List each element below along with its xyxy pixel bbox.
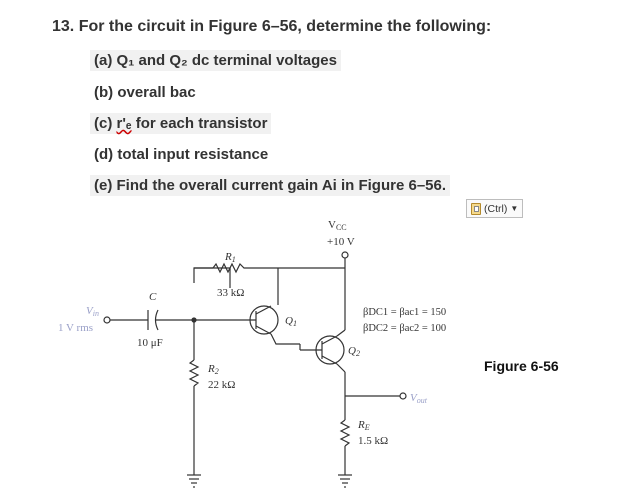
vcc-subscript: CC	[335, 223, 347, 232]
vcc-value: +10 V	[327, 236, 355, 248]
svg-text:Vout	[410, 392, 428, 405]
part-a: (a) Q₁ and Q₂ dc terminal voltages	[90, 50, 341, 71]
r1-label: R	[225, 251, 232, 263]
r1-value: 33 kΩ	[217, 287, 245, 299]
re-resistor	[341, 420, 349, 446]
vcc-label: V	[328, 219, 336, 231]
svg-text:R1	[224, 251, 236, 264]
beta1-text: βDC1 = βac1 = 150	[363, 307, 447, 318]
vin-terminal	[104, 317, 110, 323]
vout-terminal	[400, 393, 406, 399]
q1-label: Q	[285, 315, 293, 327]
vin-label: V	[86, 305, 93, 317]
vcc-terminal	[342, 252, 348, 258]
r2-value: 22 kΩ	[208, 379, 236, 391]
q2-label: Q	[348, 345, 356, 357]
re-label: R	[358, 419, 365, 431]
part-c-suffix: for each transistor	[131, 115, 268, 132]
q1-subscript: 1	[292, 319, 297, 328]
capacitor-value: 10 μF	[137, 337, 163, 349]
part-c-symbol: r'ₑ	[116, 115, 132, 132]
vin-subscript: in	[92, 309, 99, 318]
r2-subscript: 2	[214, 367, 219, 376]
vin-value: 1 V rms	[58, 322, 94, 334]
svg-text:R2	[207, 363, 219, 376]
svg-text:Q1	[285, 315, 297, 328]
vout-label: V	[410, 392, 417, 404]
re-subscript: E	[364, 423, 370, 432]
re-value: 1.5 kΩ	[358, 435, 389, 447]
part-b: (b) overall bac	[94, 84, 196, 101]
vout-subscript: out	[416, 396, 427, 405]
r2-label: R	[208, 363, 215, 375]
svg-text:RE	[357, 419, 370, 432]
beta2-text: βDC2 = βac2 = 100	[363, 323, 447, 334]
part-e: (e) Find the overall current gain Ai in Figure 6–56.	[90, 175, 450, 196]
q2-subscript: 2	[355, 349, 360, 358]
figure-caption: Figure 6-56	[484, 358, 559, 374]
capacitor-label: C	[149, 291, 157, 303]
r2-resistor	[190, 360, 198, 386]
question-title: 13. For the circuit in Figure 6–56, determine the following:	[52, 18, 492, 35]
r1-subscript: 1	[231, 255, 236, 264]
part-c-prefix: (c)	[94, 115, 117, 132]
paste-options-label: (Ctrl)	[484, 202, 508, 215]
svg-text:Vin	[86, 305, 99, 318]
svg-text:VCC	[328, 219, 347, 232]
part-d: (d) total input resistance	[94, 146, 269, 163]
svg-text:Q2	[348, 345, 360, 358]
chevron-down-icon: ▼	[510, 204, 519, 213]
